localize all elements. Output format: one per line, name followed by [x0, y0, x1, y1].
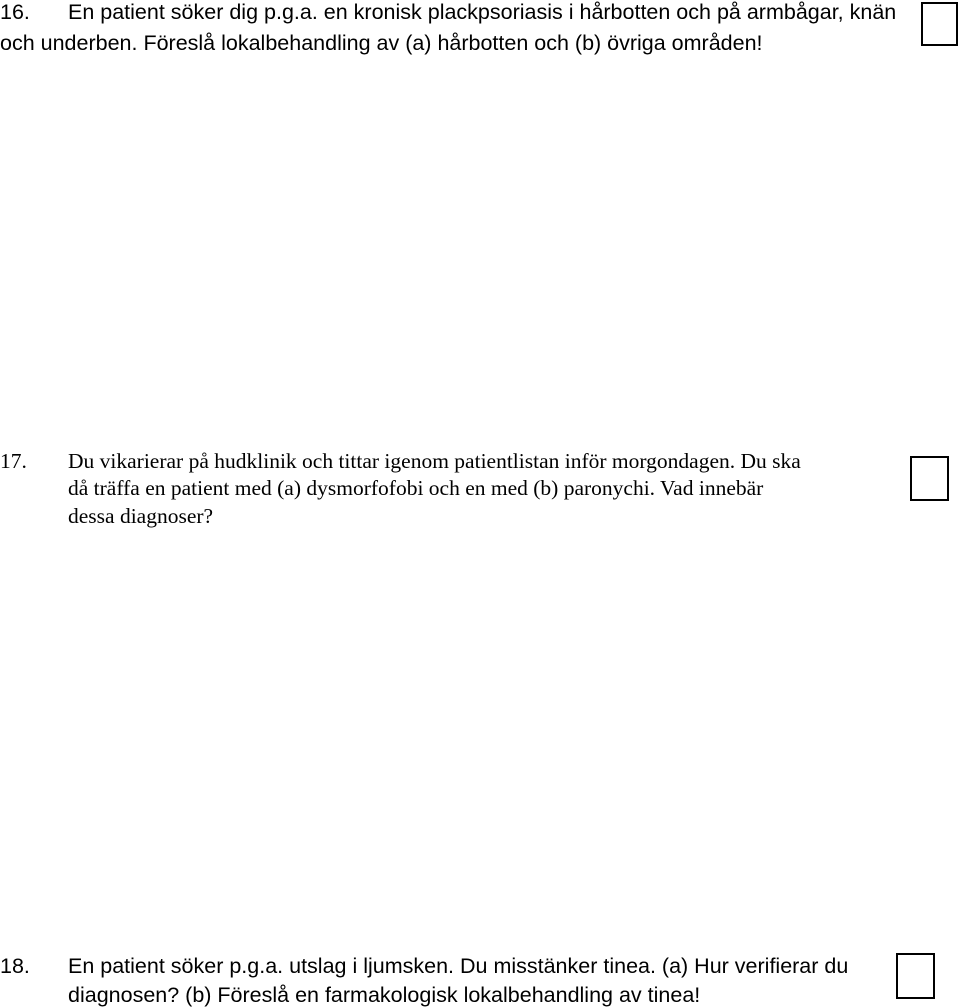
score-box[interactable]: [910, 456, 949, 501]
question-text-line: och underben. Föreslå lokalbehandling av (a) hårbotten och (b) övriga områden!: [0, 31, 763, 55]
question-text-line: då träffa en patient med (a) dysmorfofobi och en med (b) paronychi. Vad innebär: [68, 476, 764, 500]
question-number: 17.: [0, 449, 27, 473]
question-number: 18.: [0, 954, 30, 978]
question-text-line: dessa diagnoser?: [68, 504, 214, 528]
question-text-line: En patient söker p.g.a. utslag i ljumsken. Du misstänker tinea. (a) Hur verifierar du: [68, 954, 849, 978]
score-box[interactable]: [896, 953, 935, 999]
question-text-line: Du vikarierar på hudklinik och tittar igenom patientlistan inför morgondagen. Du ska: [68, 449, 801, 473]
answer-area[interactable]: [0, 535, 900, 950]
question-number: 16.: [0, 0, 30, 24]
answer-area[interactable]: [0, 60, 900, 440]
score-box[interactable]: [921, 2, 958, 46]
question-text-line: En patient söker dig p.g.a. en kronisk plackpsoriasis i hårbotten och på armbågar, knän: [68, 0, 897, 24]
question-text-line: diagnosen? (b) Föreslå en farmakologisk lokalbehandling av tinea!: [68, 983, 701, 1007]
